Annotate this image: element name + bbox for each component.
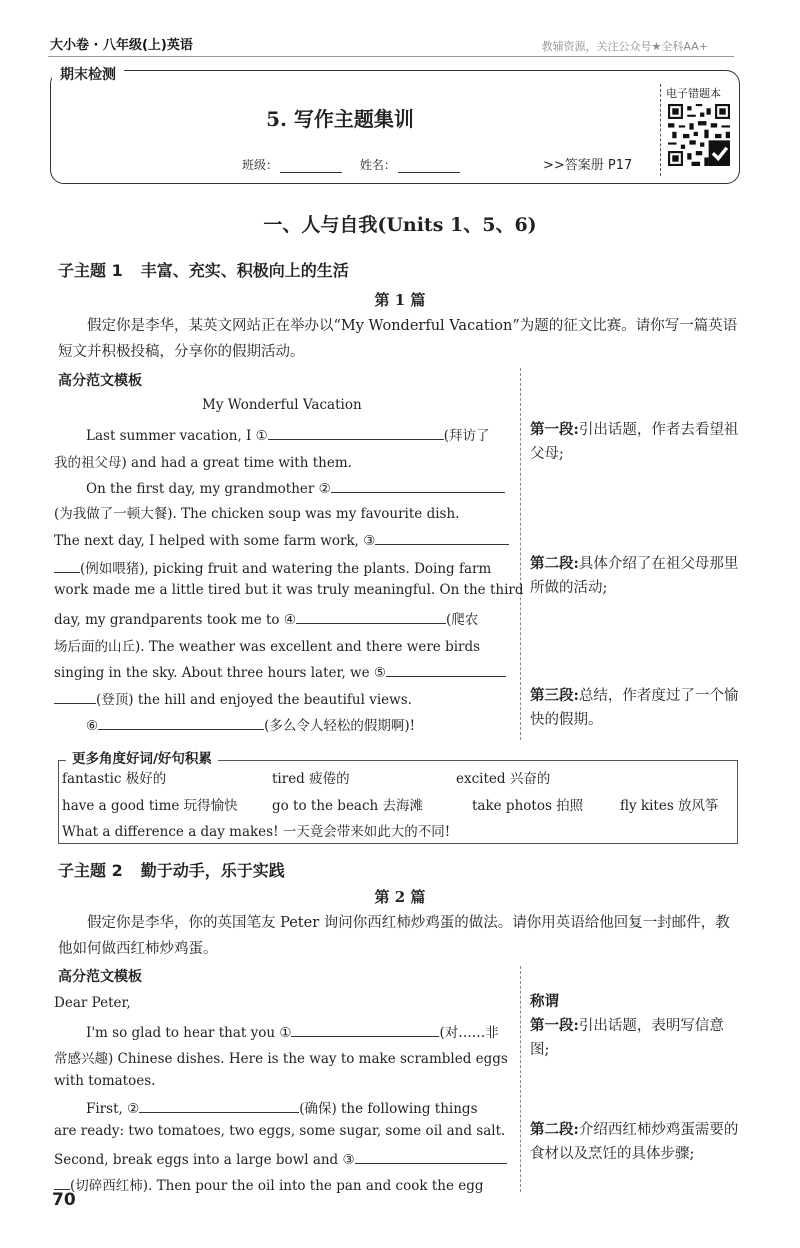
section-title: 一、人与自我(Units 1、5、6) xyxy=(263,214,537,236)
class-label: 班级： xyxy=(242,158,279,172)
passage-1-prompt: 假定你是李华，某英文网站正在举办以“My Wonderful Vacation”为题的征文比赛。请你写一篇英语短文并积极投稿，分享你的假期活动。 xyxy=(58,318,738,360)
column-divider-2 xyxy=(520,966,521,1192)
name-field[interactable] xyxy=(398,160,460,173)
note-paragraph-3: 第三段:总结，作者度过了一个愉快的假期。 xyxy=(530,687,739,728)
email-line: Second, break eggs into a large bowl and ③ xyxy=(54,1149,507,1168)
subtopic-2-label: 子主题 2 xyxy=(58,861,123,880)
promo-text: 教辅资源，关注公众号★全科AA+ xyxy=(541,40,708,53)
qr-label: 电子错题本 xyxy=(666,87,721,100)
passage-1-label: 第 1 篇 xyxy=(374,291,426,309)
template-heading-1: 高分范文模板 xyxy=(58,373,142,389)
note-email-paragraph-1: 第一段:引出话题，表明写信意图; xyxy=(530,1017,724,1058)
email-line: I'm so glad to hear that you ① (对……非 xyxy=(86,1021,499,1041)
title-number: 5. xyxy=(266,107,287,131)
answer-blank-4[interactable] xyxy=(296,609,446,624)
title-text: 写作主题集训 xyxy=(293,107,414,131)
essay-line: ⑥ (多么令人轻松的假期啊)! xyxy=(86,714,415,734)
answer-blank-1[interactable] xyxy=(268,425,444,440)
email-line: 常感兴趣) Chinese dishes. Here is the way to make scrambled eggs xyxy=(54,1051,508,1067)
answer-blank-6[interactable] xyxy=(98,715,264,730)
phrase-box-tag: 更多角度好词/好句积累 xyxy=(66,747,218,767)
essay-line: (登顶) the hill and enjoyed the beautiful views. xyxy=(54,688,412,708)
essay-line: (例如喂猪), picking fruit and watering the plants. Doing farm xyxy=(54,557,491,577)
phrase-sentence: What a difference a day makes! 一天竟会带来如此大的不同! xyxy=(62,824,451,840)
class-field[interactable] xyxy=(280,160,342,173)
subtopic-1-heading xyxy=(58,258,349,281)
header-divider xyxy=(48,56,734,57)
answer-blank-8[interactable] xyxy=(139,1098,299,1113)
answer-reference: >>答案册 P17 xyxy=(543,158,633,173)
exam-tag: 期末检测 xyxy=(52,64,124,84)
essay-line: (为我做了一顿大餐). The chicken soup was my favourite dish. xyxy=(54,506,460,522)
email-line: with tomatoes. xyxy=(54,1073,156,1089)
answer-blank-5[interactable] xyxy=(386,662,506,677)
email-line: (切碎西红柿). Then pour the oil into the pan and cook the egg xyxy=(54,1174,484,1194)
phrase: fantastic 极好的 xyxy=(62,771,167,787)
essay-line: 场后面的山丘). The weather was excellent and there were birds xyxy=(54,639,481,655)
essay-line: work made me a little tired but it was truly meaningful. On the third xyxy=(54,582,524,598)
phrase: have a good time 玩得愉快 xyxy=(62,798,238,814)
essay-line: day, my grandparents took me to ④ (爬农 xyxy=(54,608,478,628)
phrase: take photos 拍照 xyxy=(472,798,584,814)
passage-2-label: 第 2 篇 xyxy=(374,888,426,906)
essay-line: 我的祖父母) and had a great time with them. xyxy=(54,455,352,471)
essay-line: On the first day, my grandmother ② xyxy=(86,478,505,497)
title-box-divider xyxy=(660,84,661,176)
subtopic-1-title: 丰富、充实、积极向上的生活 xyxy=(140,261,349,280)
essay-line: Last summer vacation, I ① (拜访了 xyxy=(86,424,490,444)
subtopic-2-title: 勤于动手，乐于实践 xyxy=(140,861,285,880)
essay-title: My Wonderful Vacation xyxy=(202,397,362,413)
email-line: First, ② (确保) the following things xyxy=(86,1097,478,1117)
phrase: go to the beach 去海滩 xyxy=(272,798,424,814)
email-line: are ready: two tomatoes, two eggs, some sugar, some oil and salt. xyxy=(54,1123,506,1139)
qr-code-icon[interactable] xyxy=(668,104,730,166)
student-fields xyxy=(242,156,474,173)
note-paragraph-1: 第一段:引出话题，作者去看望祖父母; xyxy=(530,421,739,462)
answer-blank-3[interactable] xyxy=(375,530,509,545)
email-line: Dear Peter, xyxy=(54,995,131,1011)
subtopic-2-heading xyxy=(58,858,285,881)
column-divider-1 xyxy=(520,368,521,740)
phrase: fly kites 放风筝 xyxy=(620,798,719,814)
essay-line: The next day, I helped with some farm work, ③ xyxy=(54,530,509,549)
template-heading-2: 高分范文模板 xyxy=(58,969,142,985)
page-title xyxy=(205,103,475,132)
page-number: 70 xyxy=(52,1190,76,1210)
passage-2-prompt: 假定你是李华，你的英国笔友 Peter 询问你西红柿炒鸡蛋的做法。请你用英语给他回复一封邮件，教他如何做西红柿炒鸡蛋。 xyxy=(58,915,730,957)
note-greeting: 称谓 xyxy=(530,993,559,1010)
name-label: 姓名： xyxy=(359,158,396,172)
phrase: excited 兴奋的 xyxy=(456,771,551,787)
note-paragraph-2: 第二段:具体介绍了在祖父母那里所做的活动; xyxy=(530,555,739,596)
subtopic-1-label: 子主题 1 xyxy=(58,261,123,280)
phrase: tired 疲倦的 xyxy=(272,771,350,787)
answer-blank-9[interactable] xyxy=(355,1149,507,1164)
note-email-paragraph-2: 第二段:介绍西红柿炒鸡蛋需要的食材以及烹饪的具体步骤; xyxy=(530,1121,739,1162)
essay-line: singing in the sky. About three hours later, we ⑤ xyxy=(54,662,506,681)
answer-blank-2[interactable] xyxy=(331,478,505,493)
answer-blank-7[interactable] xyxy=(291,1022,439,1037)
book-title: 大小卷 · 八年级(上)英语 xyxy=(50,38,193,53)
